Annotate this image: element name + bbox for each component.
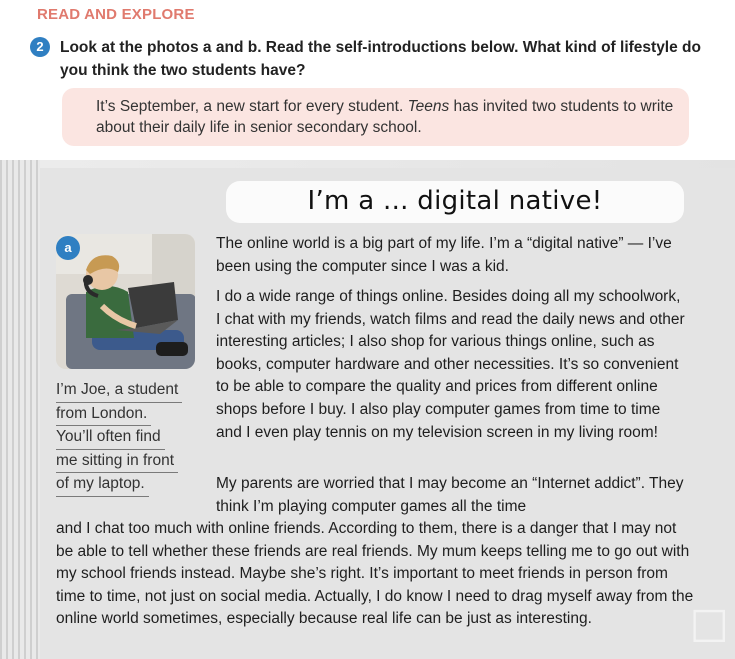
caption-line: from London. [56, 403, 151, 427]
caption-line: I’m Joe, a student [56, 379, 182, 403]
paragraph-2: I do a wide range of things online. Besides doing all my schoolwork, I chat with my friends, watch films and read the daily news and other interesting articles; I also shop for various things online, such as books, computer hardware and other necessities. It’s so convenient to be able to compare the quality and prices from different online shops before I buy. I also play computer games from time to time and I even play tennis on my television screen in my living room! [216, 288, 685, 441]
section-title: READ AND EXPLORE [37, 6, 195, 23]
photo-label-badge: a [56, 236, 80, 260]
watermark-glyph: ☐ [689, 602, 729, 653]
question-text: Look at the photos a and b. Read the self-introductions below. What kind of lifestyle do you think the two students have? [60, 39, 701, 79]
paragraph-3-rest: and I chat too much with online friends. According to them, there is a danger that I may not be able to tell whether these friends are real friends. My mum keeps telling me to go out with my school friends instead. Maybe she’s right. It’s important to meet friends in person from time to time, not just on social media. Actually, I do know I need to drag myself away from the online world sometimes, especially because real life can be just as interesting. [56, 520, 694, 628]
intro-text [96, 96, 686, 138]
question-number-badge: 2 [30, 37, 50, 57]
caption-line: of my laptop. [56, 473, 149, 497]
intro-text-before: It’s September, a new start for every student. [96, 98, 408, 115]
paragraph-1: The online world is a big part of my life. I’m a “digital native” — I’ve been using the computer since I was a kid. [216, 235, 672, 275]
intro-text-after: has invited two students to write about their daily life in senior secondary school. [96, 98, 674, 136]
article-heading: I’m a ... digital native! [307, 186, 603, 216]
paragraph-3-start: My parents are worried that I may become an “Internet addict”. They think I’m playing computer games all the time [216, 475, 684, 515]
page-edge-stripes [0, 160, 40, 659]
caption-line: me sitting in front [56, 450, 178, 474]
caption-line: You’ll often find [56, 426, 165, 450]
magazine-name: Teens [407, 98, 450, 115]
photo-caption [56, 379, 196, 497]
